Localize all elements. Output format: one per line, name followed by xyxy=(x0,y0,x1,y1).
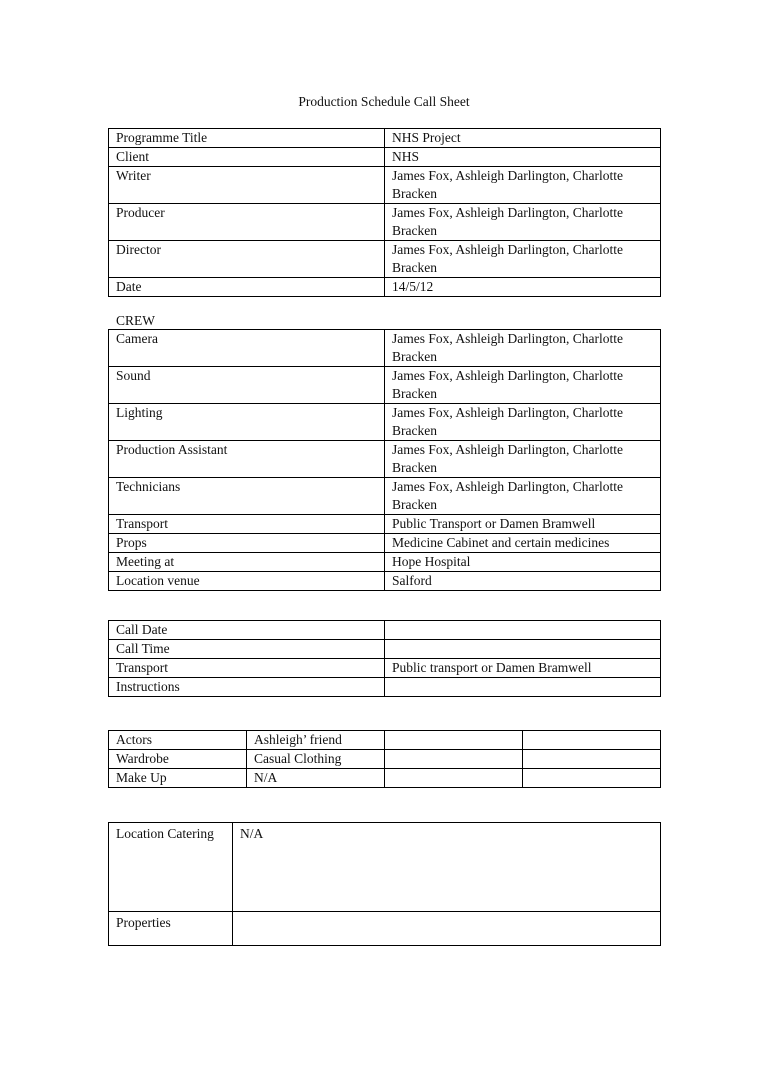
table-row xyxy=(109,330,661,367)
table-row xyxy=(109,148,661,167)
lighting-label: Lighting xyxy=(109,404,385,441)
producer-label: Producer xyxy=(109,204,385,241)
director-value: James Fox, Ashleigh Darlington, Charlotte Bracken xyxy=(385,241,661,278)
instructions-label: Instructions xyxy=(109,678,385,697)
call-time-value xyxy=(385,640,661,659)
location-table xyxy=(108,822,661,946)
table-row xyxy=(109,441,661,478)
table-row xyxy=(109,241,661,278)
sound-value: James Fox, Ashleigh Darlington, Charlotte Bracken xyxy=(385,367,661,404)
table-row xyxy=(109,731,661,750)
table-row xyxy=(109,404,661,441)
client-value: NHS xyxy=(385,148,661,167)
call-transport-value: Public transport or Damen Bramwell xyxy=(385,659,661,678)
crew-table xyxy=(108,329,661,591)
table-row xyxy=(109,659,661,678)
meeting-at-label: Meeting at xyxy=(109,553,385,572)
director-label: Director xyxy=(109,241,385,278)
table-row xyxy=(109,769,661,788)
technicians-label: Technicians xyxy=(109,478,385,515)
camera-label: Camera xyxy=(109,330,385,367)
table-row xyxy=(109,678,661,697)
actors-value: Ashleigh’ friend xyxy=(247,731,385,750)
table-row xyxy=(109,167,661,204)
location-venue-value: Salford xyxy=(385,572,661,591)
table-row xyxy=(109,278,661,297)
table-row xyxy=(109,129,661,148)
table-row xyxy=(109,750,661,769)
table-row xyxy=(109,621,661,640)
programme-title-value: NHS Project xyxy=(385,129,661,148)
wardrobe-label: Wardrobe xyxy=(109,750,247,769)
props-value: Medicine Cabinet and certain medicines xyxy=(385,534,661,553)
location-catering-label: Location Catering xyxy=(109,823,233,912)
client-label: Client xyxy=(109,148,385,167)
transport-value: Public Transport or Damen Bramwell xyxy=(385,515,661,534)
table-row xyxy=(109,367,661,404)
empty-cell xyxy=(523,731,661,750)
production-info-table xyxy=(108,128,661,297)
producer-value: James Fox, Ashleigh Darlington, Charlotte Bracken xyxy=(385,204,661,241)
make-up-label: Make Up xyxy=(109,769,247,788)
sound-label: Sound xyxy=(109,367,385,404)
empty-cell xyxy=(385,769,523,788)
table-row xyxy=(109,912,661,946)
props-label: Props xyxy=(109,534,385,553)
location-catering-value: N/A xyxy=(233,823,661,912)
properties-value xyxy=(233,912,661,946)
table-row xyxy=(109,640,661,659)
table-row xyxy=(109,553,661,572)
page-title: Production Schedule Call Sheet xyxy=(298,94,470,109)
table-row xyxy=(109,823,661,912)
call-time-label: Call Time xyxy=(109,640,385,659)
date-value: 14/5/12 xyxy=(385,278,661,297)
cast-table xyxy=(108,730,661,788)
location-venue-label: Location venue xyxy=(109,572,385,591)
table-row xyxy=(109,534,661,553)
empty-cell xyxy=(523,769,661,788)
empty-cell xyxy=(385,731,523,750)
instructions-value xyxy=(385,678,661,697)
properties-label: Properties xyxy=(109,912,233,946)
programme-title-label: Programme Title xyxy=(109,129,385,148)
empty-cell xyxy=(385,750,523,769)
writer-value: James Fox, Ashleigh Darlington, Charlotte Bracken xyxy=(385,167,661,204)
call-date-value xyxy=(385,621,661,640)
crew-heading: CREW xyxy=(116,313,155,328)
empty-cell xyxy=(523,750,661,769)
table-row xyxy=(109,204,661,241)
transport-label: Transport xyxy=(109,515,385,534)
production-assistant-label: Production Assistant xyxy=(109,441,385,478)
writer-label: Writer xyxy=(109,167,385,204)
table-row xyxy=(109,478,661,515)
table-row xyxy=(109,515,661,534)
date-label: Date xyxy=(109,278,385,297)
technicians-value: James Fox, Ashleigh Darlington, Charlotte Bracken xyxy=(385,478,661,515)
camera-value: James Fox, Ashleigh Darlington, Charlotte Bracken xyxy=(385,330,661,367)
make-up-value: N/A xyxy=(247,769,385,788)
call-date-label: Call Date xyxy=(109,621,385,640)
call-transport-label: Transport xyxy=(109,659,385,678)
production-assistant-value: James Fox, Ashleigh Darlington, Charlotte Bracken xyxy=(385,441,661,478)
lighting-value: James Fox, Ashleigh Darlington, Charlotte Bracken xyxy=(385,404,661,441)
actors-label: Actors xyxy=(109,731,247,750)
wardrobe-value: Casual Clothing xyxy=(247,750,385,769)
table-row xyxy=(109,572,661,591)
call-details-table xyxy=(108,620,661,697)
meeting-at-value: Hope Hospital xyxy=(385,553,661,572)
